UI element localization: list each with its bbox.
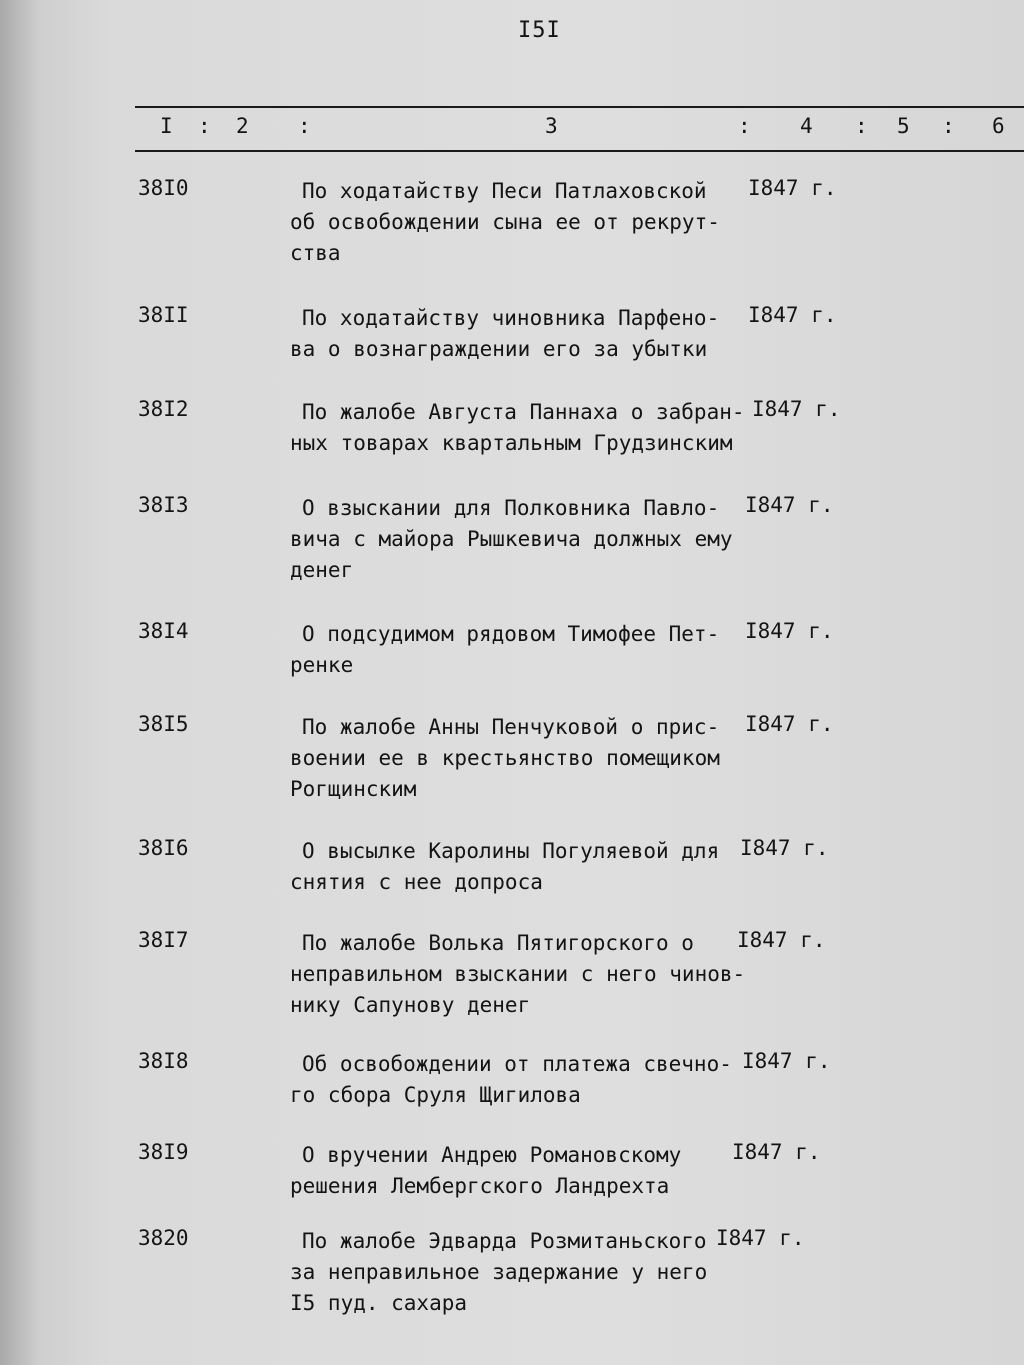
entry-number: 38I5 <box>138 712 189 736</box>
entry-number: 38I6 <box>138 836 189 860</box>
entry-title-line: По ходатайству Песи Патлаховской <box>302 179 707 203</box>
entry-number: 38I0 <box>138 176 189 200</box>
entry-title <box>290 176 750 269</box>
entry-year: I847 г. <box>745 619 834 643</box>
entry-year: I847 г. <box>740 836 829 860</box>
column-separator: : <box>738 114 751 138</box>
entry-title-line: О высылке Каролины Погуляевой для <box>302 839 720 863</box>
entry-title-line: Об освобождении от платежа свечно- <box>302 1052 732 1076</box>
entry-title-line: ренке <box>290 653 354 677</box>
entry-year: I847 г. <box>745 712 834 736</box>
entry-title-line: об освобождении сына ее от рекрут- <box>290 210 720 234</box>
entry-number: 38I3 <box>138 493 189 517</box>
column-header-5: 5 <box>897 114 910 138</box>
entry-number: 38I9 <box>138 1140 189 1164</box>
entry-title-line: денег <box>290 558 354 582</box>
entry-year: I847 г. <box>745 493 834 517</box>
entry-title-line: ства <box>290 241 341 265</box>
column-separator: : <box>298 114 311 138</box>
entry-title-line: снятия с нее допроса <box>290 870 543 894</box>
entry-title <box>290 1140 750 1202</box>
entry-title-line: нику Сапунову денег <box>290 993 531 1017</box>
entry-title <box>290 397 750 459</box>
page-number: I5I <box>518 18 561 43</box>
entry-title <box>290 493 750 586</box>
entry-title-line: воении ее в крестьянство помещиком <box>290 746 720 770</box>
entry-year: I847 г. <box>748 303 837 327</box>
column-separator: : <box>198 114 211 138</box>
entry-title-line: По жалобе Августа Паннаха о забран- <box>302 400 745 424</box>
entry-year: I847 г. <box>732 1140 821 1164</box>
entry-title-line: О взыскании для Полковника Павло- <box>302 496 720 520</box>
entry-title-line: I5 пуд. сахара <box>290 1291 468 1315</box>
column-header-6: 6 <box>992 114 1005 138</box>
entry-number: 38I2 <box>138 397 189 421</box>
entry-title <box>290 928 750 1021</box>
entry-year: I847 г. <box>748 176 837 200</box>
entry-title <box>290 1049 750 1111</box>
entry-title-line: ва о вознаграждении его за убытки <box>290 337 708 361</box>
entry-title-line: решения Лембергского Ландрехта <box>290 1174 670 1198</box>
entry-year: I847 г. <box>737 928 826 952</box>
entry-title <box>290 712 750 805</box>
header-rule-top <box>135 106 1024 108</box>
entry-title-line: О подсудимом рядовом Тимофее Пет- <box>302 622 720 646</box>
entry-year: I847 г. <box>752 397 841 421</box>
entry-number: 38I4 <box>138 619 189 643</box>
entry-title-line: По ходатайству чиновника Парфено- <box>302 306 720 330</box>
entry-title-line: По жалобе Эдварда Розмитаньского <box>302 1229 707 1253</box>
column-header-row <box>0 114 1024 144</box>
entry-title <box>290 1226 750 1319</box>
entry-title <box>290 619 750 681</box>
entry-title-line: О вручении Андрею Романовскому <box>302 1143 682 1167</box>
entry-title-line: неправильном взыскании с него чинов- <box>290 962 746 986</box>
entry-title <box>290 303 750 365</box>
entry-title-line: По жалобе Волька Пятигорского о <box>302 931 694 955</box>
entry-title-line: ных товарах квартальным Грудзинским <box>290 431 733 455</box>
column-separator: : <box>942 114 955 138</box>
column-header-3: 3 <box>545 114 558 138</box>
entry-year: I847 г. <box>716 1226 805 1250</box>
column-header-1: I <box>160 114 173 138</box>
entry-title-line: го сбора Сруля Щигилова <box>290 1083 581 1107</box>
entry-title <box>290 836 750 898</box>
column-header-2: 2 <box>236 114 249 138</box>
entry-number: 38II <box>138 303 189 327</box>
column-header-4: 4 <box>800 114 813 138</box>
entry-number: 38I7 <box>138 928 189 952</box>
column-separator: : <box>855 114 868 138</box>
entry-title-line: за неправильное задержание у него <box>290 1260 708 1284</box>
entry-year: I847 г. <box>742 1049 831 1073</box>
entry-number: 3820 <box>138 1226 189 1250</box>
entry-title-line: Рогщинским <box>290 777 417 801</box>
entry-title-line: вича с майора Рышкевича должных ему <box>290 527 733 551</box>
entry-title-line: По жалобе Анны Пенчуковой о прис- <box>302 715 720 739</box>
header-rule-bottom <box>135 150 1024 152</box>
entry-number: 38I8 <box>138 1049 189 1073</box>
